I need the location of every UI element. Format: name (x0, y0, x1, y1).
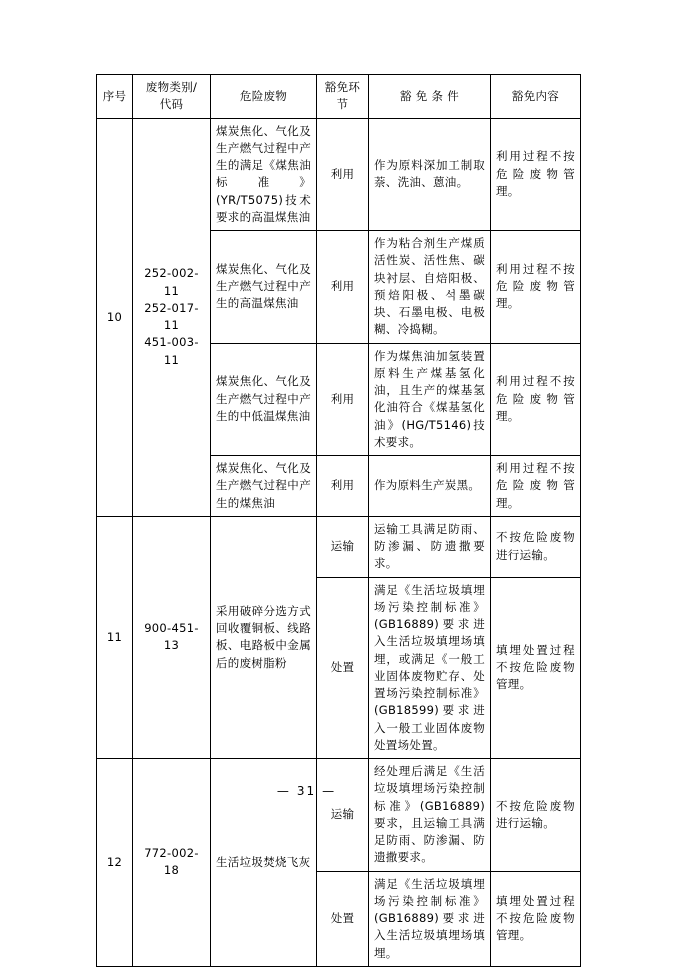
cell-content: 不按危险废物进行运输。 (491, 516, 581, 577)
header-category-line1: 废物类别/ (145, 80, 198, 94)
cell-condition: 经处理后满足《生活垃圾填埋场污染控制标准》(GB16889)要求，且运输工具满足防雨、防渗漏、防遗撒要求。 (369, 759, 491, 872)
table-header-row (97, 75, 581, 119)
cell-link: 运输 (317, 759, 369, 872)
cell-link: 处置 (317, 871, 369, 966)
header-category-line2: 代码 (159, 97, 184, 112)
cell-link: 利用 (317, 456, 369, 517)
cell-condition: 作为原料生产炭黑。 (369, 456, 491, 517)
table-header (97, 75, 581, 119)
page-footer (0, 784, 677, 798)
exemption-table (96, 74, 581, 967)
header-waste: 危险废物 (211, 75, 317, 119)
footer-dash-left: — (276, 784, 291, 798)
cell-waste: 煤炭焦化、气化及生产燃气过程中产生的中低温煤焦油 (211, 343, 317, 456)
table-body (97, 118, 581, 966)
cell-content: 填埋处置过程不按危险废物管理。 (491, 577, 581, 759)
cell-link: 利用 (317, 231, 369, 344)
cell-condition: 作为原料深加工制取萘、洗油、蒽油。 (369, 118, 491, 231)
cell-content: 利用过程不按危险废物管理。 (491, 456, 581, 517)
cell-category (133, 516, 211, 758)
cell-condition: 运输工具满足防雨、防渗漏、防遗撒要求。 (369, 516, 491, 577)
table-row (97, 118, 581, 231)
cell-content: 填埋处置过程不按危险废物管理。 (491, 871, 581, 966)
header-no: 序号 (97, 75, 133, 119)
cell-content: 不按危险废物进行运输。 (491, 759, 581, 872)
hazardous-waste-exemption-table (96, 74, 580, 967)
cell-link: 利用 (317, 118, 369, 231)
cell-condition: 满足《生活垃圾填埋场污染控制标准》(GB16889)要求进入生活垃圾填埋场填埋，或满足《一般工业固体废物贮存、处置场污染控制标准》(GB18599)要求进入一般工业固体废物处置场处置。 (369, 577, 491, 759)
category-code: 252-002-11 (144, 266, 199, 298)
cell-no: 11 (97, 516, 133, 758)
cell-condition: 作为粘合剂生产煤质活性炭、活性焦、碳块衬层、自焙阳极、预焙阳极、석墨碳块、石墨电极、电极糊、冷捣糊。 (369, 231, 491, 344)
table-row (97, 759, 581, 872)
table-row (97, 516, 581, 577)
cell-category (133, 118, 211, 516)
cell-condition: 满足《生活垃圾填埋场污染控制标准》(GB16889)要求进入生活垃圾填埋场填埋。 (369, 871, 491, 966)
cell-link: 运输 (317, 516, 369, 577)
cell-link: 处置 (317, 577, 369, 759)
cell-no: 12 (97, 759, 133, 967)
category-code: 772-002-18 (144, 846, 199, 878)
cell-content: 利用过程不按危险废物管理。 (491, 118, 581, 231)
cell-waste: 煤炭焦化、气化及生产燃气过程中产生的高温煤焦油 (211, 231, 317, 344)
category-code: 900-451-13 (144, 621, 199, 653)
cell-content: 利用过程不按危险废物管理。 (491, 343, 581, 456)
cell-no: 10 (97, 118, 133, 516)
header-link: 豁免环节 (317, 75, 369, 119)
cell-waste: 生活垃圾焚烧飞灰 (211, 759, 317, 967)
category-code: 451-003-11 (144, 335, 199, 367)
header-condition: 豁 免 条 件 (369, 75, 491, 119)
cell-condition: 作为煤焦油加氢装置原料生产煤基氢化油，且生产的煤基氢化油符合《煤基氢化油》(HG/T5146)技术要求。 (369, 343, 491, 456)
cell-waste: 煤炭焦化、气化及生产燃气过程中产生的煤焦油 (211, 456, 317, 517)
header-category (133, 75, 211, 119)
footer-dash-right: — (322, 784, 337, 798)
category-code: 252-017-11 (144, 300, 199, 333)
cell-content: 利用过程不按危险废物管理。 (491, 231, 581, 344)
cell-link: 利用 (317, 343, 369, 456)
cell-waste: 采用破碎分选方式回收覆铜板、线路板、电路板中金属后的废树脂粉 (211, 516, 317, 758)
page-number: 31 (296, 784, 317, 798)
header-content: 豁免内容 (491, 75, 581, 119)
cell-waste: 煤炭焦化、气化及生产燃气过程中产生的满足《煤焦油标准》(YR/T5075)技术要求的高温煤焦油 (211, 118, 317, 231)
